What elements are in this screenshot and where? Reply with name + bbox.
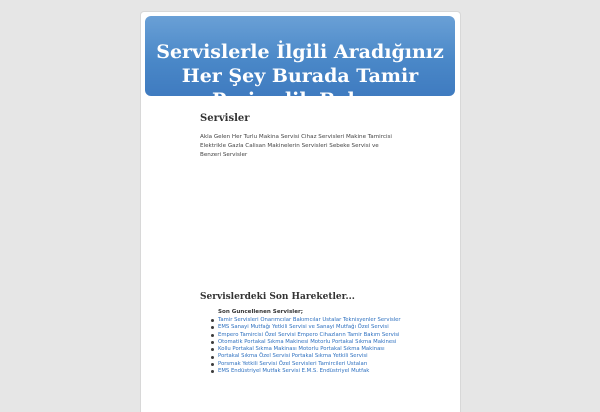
service-link[interactable]: Kollu Portakal Sıkma Makinası Motorlu Portakal Sıkma Makinası — [218, 346, 385, 353]
section-title: Servislerdeki Son Hareketler... — [200, 292, 355, 302]
bullet-icon — [211, 341, 214, 344]
bullet-icon — [211, 334, 214, 337]
bullet-icon — [211, 348, 214, 351]
site-header — [145, 16, 455, 111]
service-link[interactable]: Otomatik Portakal Sıkma Makinesi Motorlu Portakal Sıkma Makinesi — [218, 338, 397, 345]
post-body: Akla Gelen Her Turlu Makina Servisi Cihaz Servisleri Makine Tamircisi Elektrikle Gazla Calisan Makinelerin Servisleri Sebeke Servisi ve Benzeri Servisler — [200, 134, 392, 158]
post-title[interactable]: Servisler — [200, 113, 250, 124]
bullet-icon — [211, 370, 214, 373]
list-item — [210, 332, 405, 339]
service-link[interactable]: Porsmak Yetkili Servisi Özel Servisleri Tamircileri Ustaları — [218, 360, 368, 367]
list-item — [210, 339, 405, 346]
bullet-icon — [211, 356, 214, 359]
list-item — [210, 361, 405, 368]
service-link[interactable]: Tamir Servisleri Onarımcılar Bakımcılar Ustalar Teknisyenler Servisler — [218, 317, 401, 323]
site-title[interactable]: Servislerle İlgili Aradığınız Her Şey Burada Tamir Periyodik Bakım — [156, 41, 444, 111]
recent-updates-section — [200, 291, 405, 375]
post — [200, 112, 400, 160]
list-item — [210, 353, 405, 360]
bullet-icon — [211, 363, 214, 366]
bullet-icon — [211, 319, 214, 322]
service-link[interactable]: EMS Sanayi Mutfağı Yetkili Servisi ve Sanayi Mutfağı Özel Servisi — [218, 324, 389, 331]
bullet-icon — [211, 326, 214, 329]
service-link[interactable]: EMS Endüstriyel Mutfak Servisi E.M.S. Endüstriyel Mutfak — [218, 368, 370, 375]
recent-services-list — [200, 317, 405, 375]
service-link[interactable]: Portakal Sıkma Özel Servisi Portakal Sıkma Yetkili Servisi — [218, 353, 368, 360]
page-container — [140, 11, 461, 412]
list-item — [210, 324, 405, 331]
list-item — [210, 368, 405, 375]
service-link[interactable]: Empero Tamircisi Özel Servisi Empero Cihazların Tamir Bakım Servisi — [218, 331, 400, 338]
list-heading: Son Guncellenen Servisler; — [218, 309, 303, 315]
